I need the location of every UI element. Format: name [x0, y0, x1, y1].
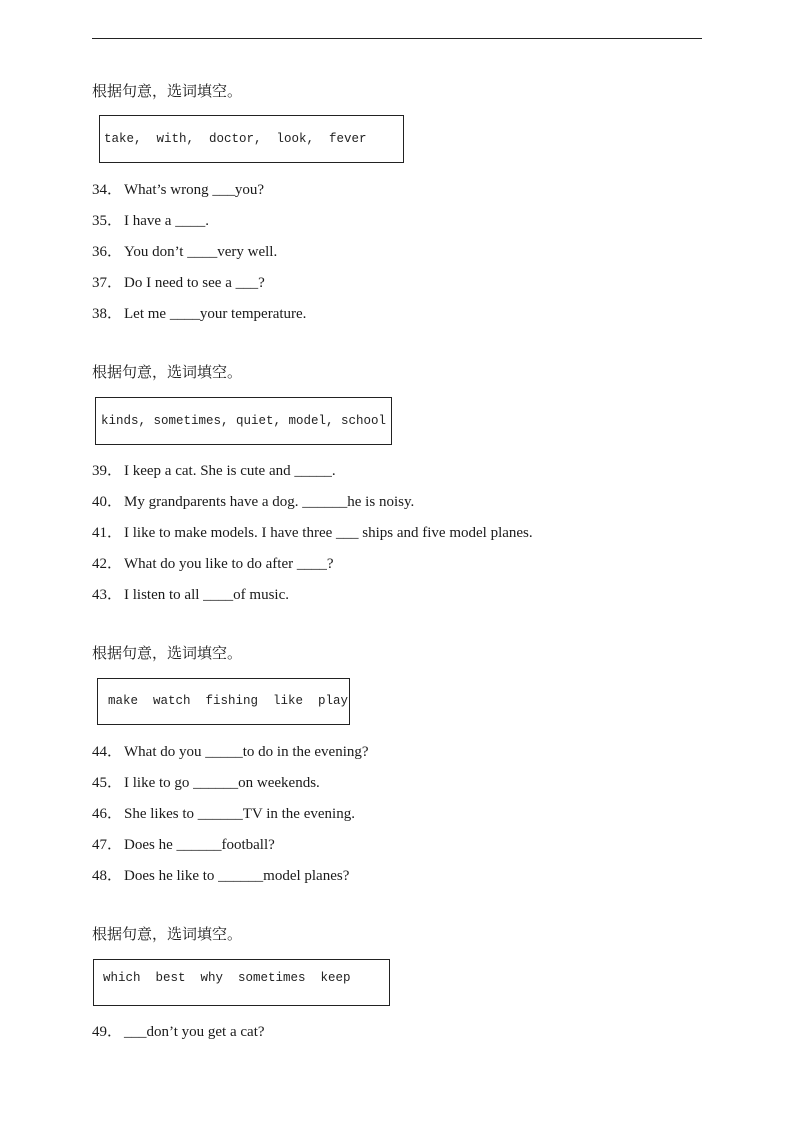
question-number: 45．	[92, 775, 123, 791]
question-number: 38．	[92, 306, 123, 322]
question-text: You don’t ____very well.	[124, 244, 278, 260]
question-text: What do you like to do after ____?	[124, 556, 334, 572]
question-number: 37．	[92, 275, 123, 291]
question-item	[92, 1017, 265, 1048]
question-item	[92, 799, 369, 830]
question-item	[92, 768, 369, 799]
question-text: Do I need to see a ___?	[124, 275, 265, 291]
question-item	[92, 268, 306, 299]
question-text: I like to make models. I have three ___ ships and five model planes.	[124, 525, 533, 541]
section-instruction: 根据句意，选词填空。	[92, 925, 243, 943]
exercise-section-4	[92, 923, 712, 1040]
question-item	[92, 549, 533, 580]
word-bank-box: take, with, doctor, look, fever	[99, 115, 404, 163]
page-header-rule	[92, 38, 702, 39]
question-number: 49．	[92, 1024, 123, 1040]
exercise-section-1	[92, 80, 712, 322]
word-bank-box: make watch fishing like play	[97, 678, 350, 725]
word-bank-box: kinds, sometimes, quiet, model, school	[95, 397, 392, 445]
question-list	[92, 737, 369, 892]
exercise-section-2	[92, 361, 712, 603]
question-list	[92, 175, 306, 330]
question-item	[92, 487, 533, 518]
exercise-section-3	[92, 642, 712, 884]
question-number: 36．	[92, 244, 123, 260]
question-item	[92, 518, 533, 549]
question-text: I keep a cat. She is cute and _____.	[124, 463, 336, 479]
question-number: 35．	[92, 213, 123, 229]
question-item	[92, 237, 306, 268]
question-text: She likes to ______TV in the evening.	[124, 806, 355, 822]
question-number: 44．	[92, 744, 123, 760]
question-number: 34．	[92, 182, 123, 198]
question-number: 47．	[92, 837, 123, 853]
section-instruction: 根据句意，选词填空。	[92, 82, 243, 100]
question-number: 46．	[92, 806, 123, 822]
question-item	[92, 737, 369, 768]
question-text: ___don’t you get a cat?	[124, 1024, 265, 1040]
question-number: 48．	[92, 868, 123, 884]
question-number: 41．	[92, 525, 123, 541]
question-text: I like to go ______on weekends.	[124, 775, 320, 791]
question-text: What do you _____to do in the evening?	[124, 744, 369, 760]
question-number: 42．	[92, 556, 123, 572]
section-instruction: 根据句意，选词填空。	[92, 644, 243, 662]
question-item	[92, 861, 369, 892]
question-text: Does he like to ______model planes?	[124, 868, 350, 884]
question-item	[92, 456, 533, 487]
question-text: Does he ______football?	[124, 837, 275, 853]
question-text: What’s wrong ___you?	[124, 182, 264, 198]
question-item	[92, 299, 306, 330]
question-text: Let me ____your temperature.	[124, 306, 307, 322]
section-instruction: 根据句意，选词填空。	[92, 363, 243, 381]
question-number: 39．	[92, 463, 123, 479]
question-text: I listen to all ____of music.	[124, 587, 289, 603]
question-number: 43．	[92, 587, 123, 603]
question-item	[92, 830, 369, 861]
question-list	[92, 1017, 265, 1048]
question-item	[92, 580, 533, 611]
question-number: 40．	[92, 494, 123, 510]
question-list	[92, 456, 533, 611]
question-text: I have a ____.	[124, 213, 209, 229]
question-text: My grandparents have a dog. ______he is noisy.	[124, 494, 415, 510]
question-item	[92, 206, 306, 237]
question-item	[92, 175, 306, 206]
word-bank-box: which best why sometimes keep	[93, 959, 390, 1006]
